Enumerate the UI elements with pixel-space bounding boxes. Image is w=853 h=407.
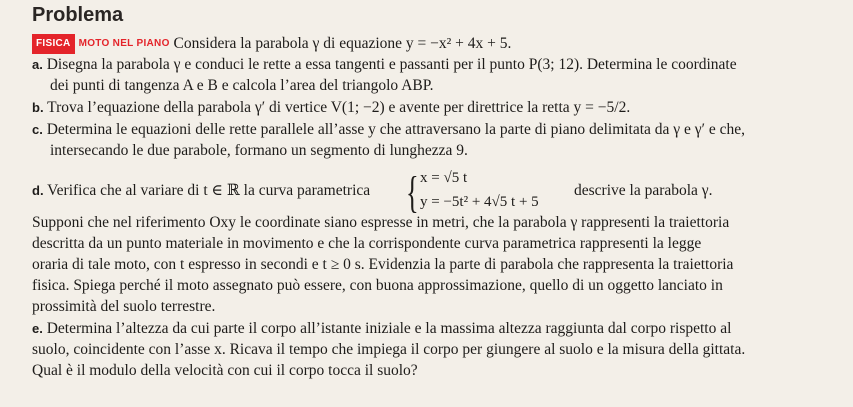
item-d-text: Verifica che al variare di t ∈ ℝ la curva parametrica [47,182,371,199]
item-c-label: c. [32,122,43,137]
paragraph-line2: descritta da un punto materiale in movimento e che la corrispondente curva parametrica rappresenti la legge [32,235,702,252]
item-c-text2: intersecando le due parabole, formano un segmento di lunghezza 9. [50,142,468,159]
item-e-text2: suolo, coincidente con l’asse x. Ricava il tempo che impiega il corpo per giungere al suolo e la misura della gittata. [32,341,746,358]
item-e-text3: Qual è il modulo della velocità con cui il corpo tocca il suolo? [32,362,418,379]
paragraph-line1: Supponi che nel riferimento Oxy le coordinate siano espresse in metri, che la parabola γ rappresenti la traiettoria [32,214,730,231]
item-a-label: a. [32,57,43,72]
intro-line [32,34,511,54]
paragraph-line5: prossimità del suolo terrestre. [32,298,216,315]
param-eq-y: y = −5t² + 4√5 t + 5 [420,194,539,210]
subject-badge: FISICA [32,34,75,54]
item-a-line1 [32,56,737,74]
item-e-text1: Determina l’altezza da cui parte il corpo all’istante iniziale e la massima altezza raggiunta dal corpo rispetto al [46,320,732,337]
item-a-text1: Disegna la parabola γ e conduci le rette a essa tangenti e passanti per il punto P(3; 12). Determina le coordinate [46,56,737,73]
item-e-label: e. [32,321,43,336]
system-brace: { [406,168,419,217]
item-e-line1 [32,320,731,338]
item-b-label: b. [32,100,44,115]
item-b-text: Trova l’equazione della parabola γ′ di vertice V(1; −2) e avente per direttrice la retta y = −5/2. [47,99,631,116]
item-a-text2: dei punti di tangenza A e B e calcola l’area del triangolo ABP. [50,77,434,94]
item-d-text-end: descrive la parabola γ. [574,182,713,199]
paragraph-line4: fisica. Spiega perché il moto assegnato può essere, con buona approssimazione, quello di un oggetto lanciato in [32,277,723,294]
paragraph-line3: oraria di tale moto, con t espresso in secondi e t ≥ 0 s. Evidenzia la parte di parabola che rappresenta la traiettoria [32,256,734,273]
param-eq-x: x = √5 t [420,170,468,186]
item-c-line1 [32,121,745,139]
item-c-text1: Determina le equazioni delle rette parallele all’asse y che attraversano la parte di piano delimitata da γ e γ′ e che, [46,121,746,138]
intro-text: Considera la parabola γ di equazione y = −x² + 4x + 5. [173,35,512,52]
item-d-line [32,182,370,200]
topic-tag: MOTO NEL PIANO [78,38,170,49]
problem-title: Problema [32,4,124,26]
item-d-label: d. [32,183,44,198]
item-b-line [32,99,630,117]
